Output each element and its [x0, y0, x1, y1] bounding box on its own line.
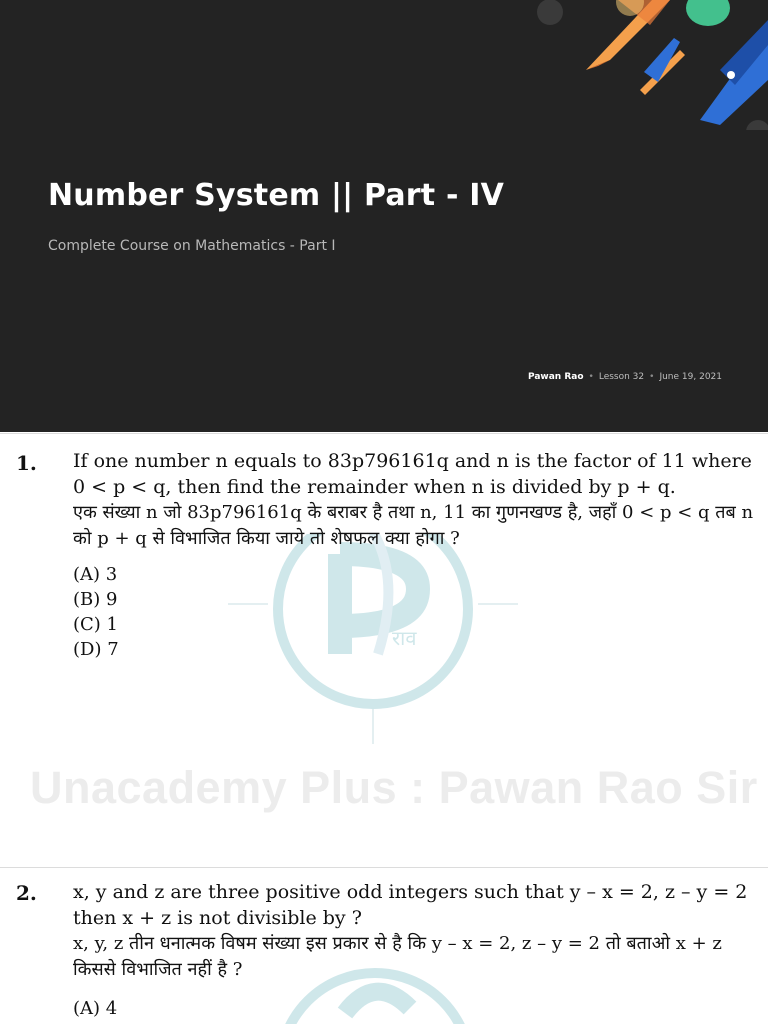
question-slide-1: [0, 434, 768, 866]
option-a: (A) 4: [73, 998, 118, 1019]
lesson-meta: Pawan Rao • Lesson 32 • June 19, 2021: [527, 372, 722, 382]
question-number: 1.: [16, 451, 37, 475]
question-text: [73, 448, 755, 552]
lesson-date: June 19, 2021: [659, 372, 722, 382]
options-list: [73, 996, 117, 1021]
question-slide-2: [0, 868, 768, 1024]
slide-subtitle: Complete Course on Mathematics - Part I: [48, 238, 336, 254]
question-text: [73, 879, 755, 983]
question-english: x, y and z are three positive odd integers such that y – x = 2, z – y = 2 then x + z is not divisible by ?: [73, 881, 748, 929]
question-english: If one number n equals to 83p796161q and n is the factor of 11 where 0 < p < q, then find the remainder when n is divided by p + q.: [73, 450, 752, 498]
author-name: Pawan Rao: [527, 372, 584, 382]
option-b: (B) 9: [73, 589, 118, 610]
slide-title: Number System || Part - IV: [48, 178, 505, 213]
options-list: [73, 562, 119, 662]
question-hindi: x, y, z तीन धनात्मक विषम संख्या इस प्रकार से है कि y – x = 2, z – y = 2 तो बताओ x + z किससे विभाजित नहीं है ?: [73, 933, 722, 980]
question-number: 2.: [16, 881, 37, 905]
watermark-text: Unacademy Plus : Pawan Rao Sir: [30, 762, 758, 813]
watermark-logo: [228, 534, 518, 744]
question-hindi: एक संख्या n जो 83p796161q के बराबर है तथा n, 11 का गुणनखण्ड है, जहाँ 0 < p < q तब n को p + q से विभाजित किया जाये तो शेषफल क्या होगा ?: [73, 502, 754, 549]
lesson-number: Lesson 32: [598, 372, 645, 382]
title-slide: [0, 0, 768, 432]
option-a: (A) 3: [73, 564, 118, 585]
option-c: (C) 1: [73, 614, 118, 635]
option-d: (D) 7: [73, 639, 119, 660]
decorative-shapes: [520, 0, 768, 130]
watermark-script: राव: [392, 626, 417, 650]
